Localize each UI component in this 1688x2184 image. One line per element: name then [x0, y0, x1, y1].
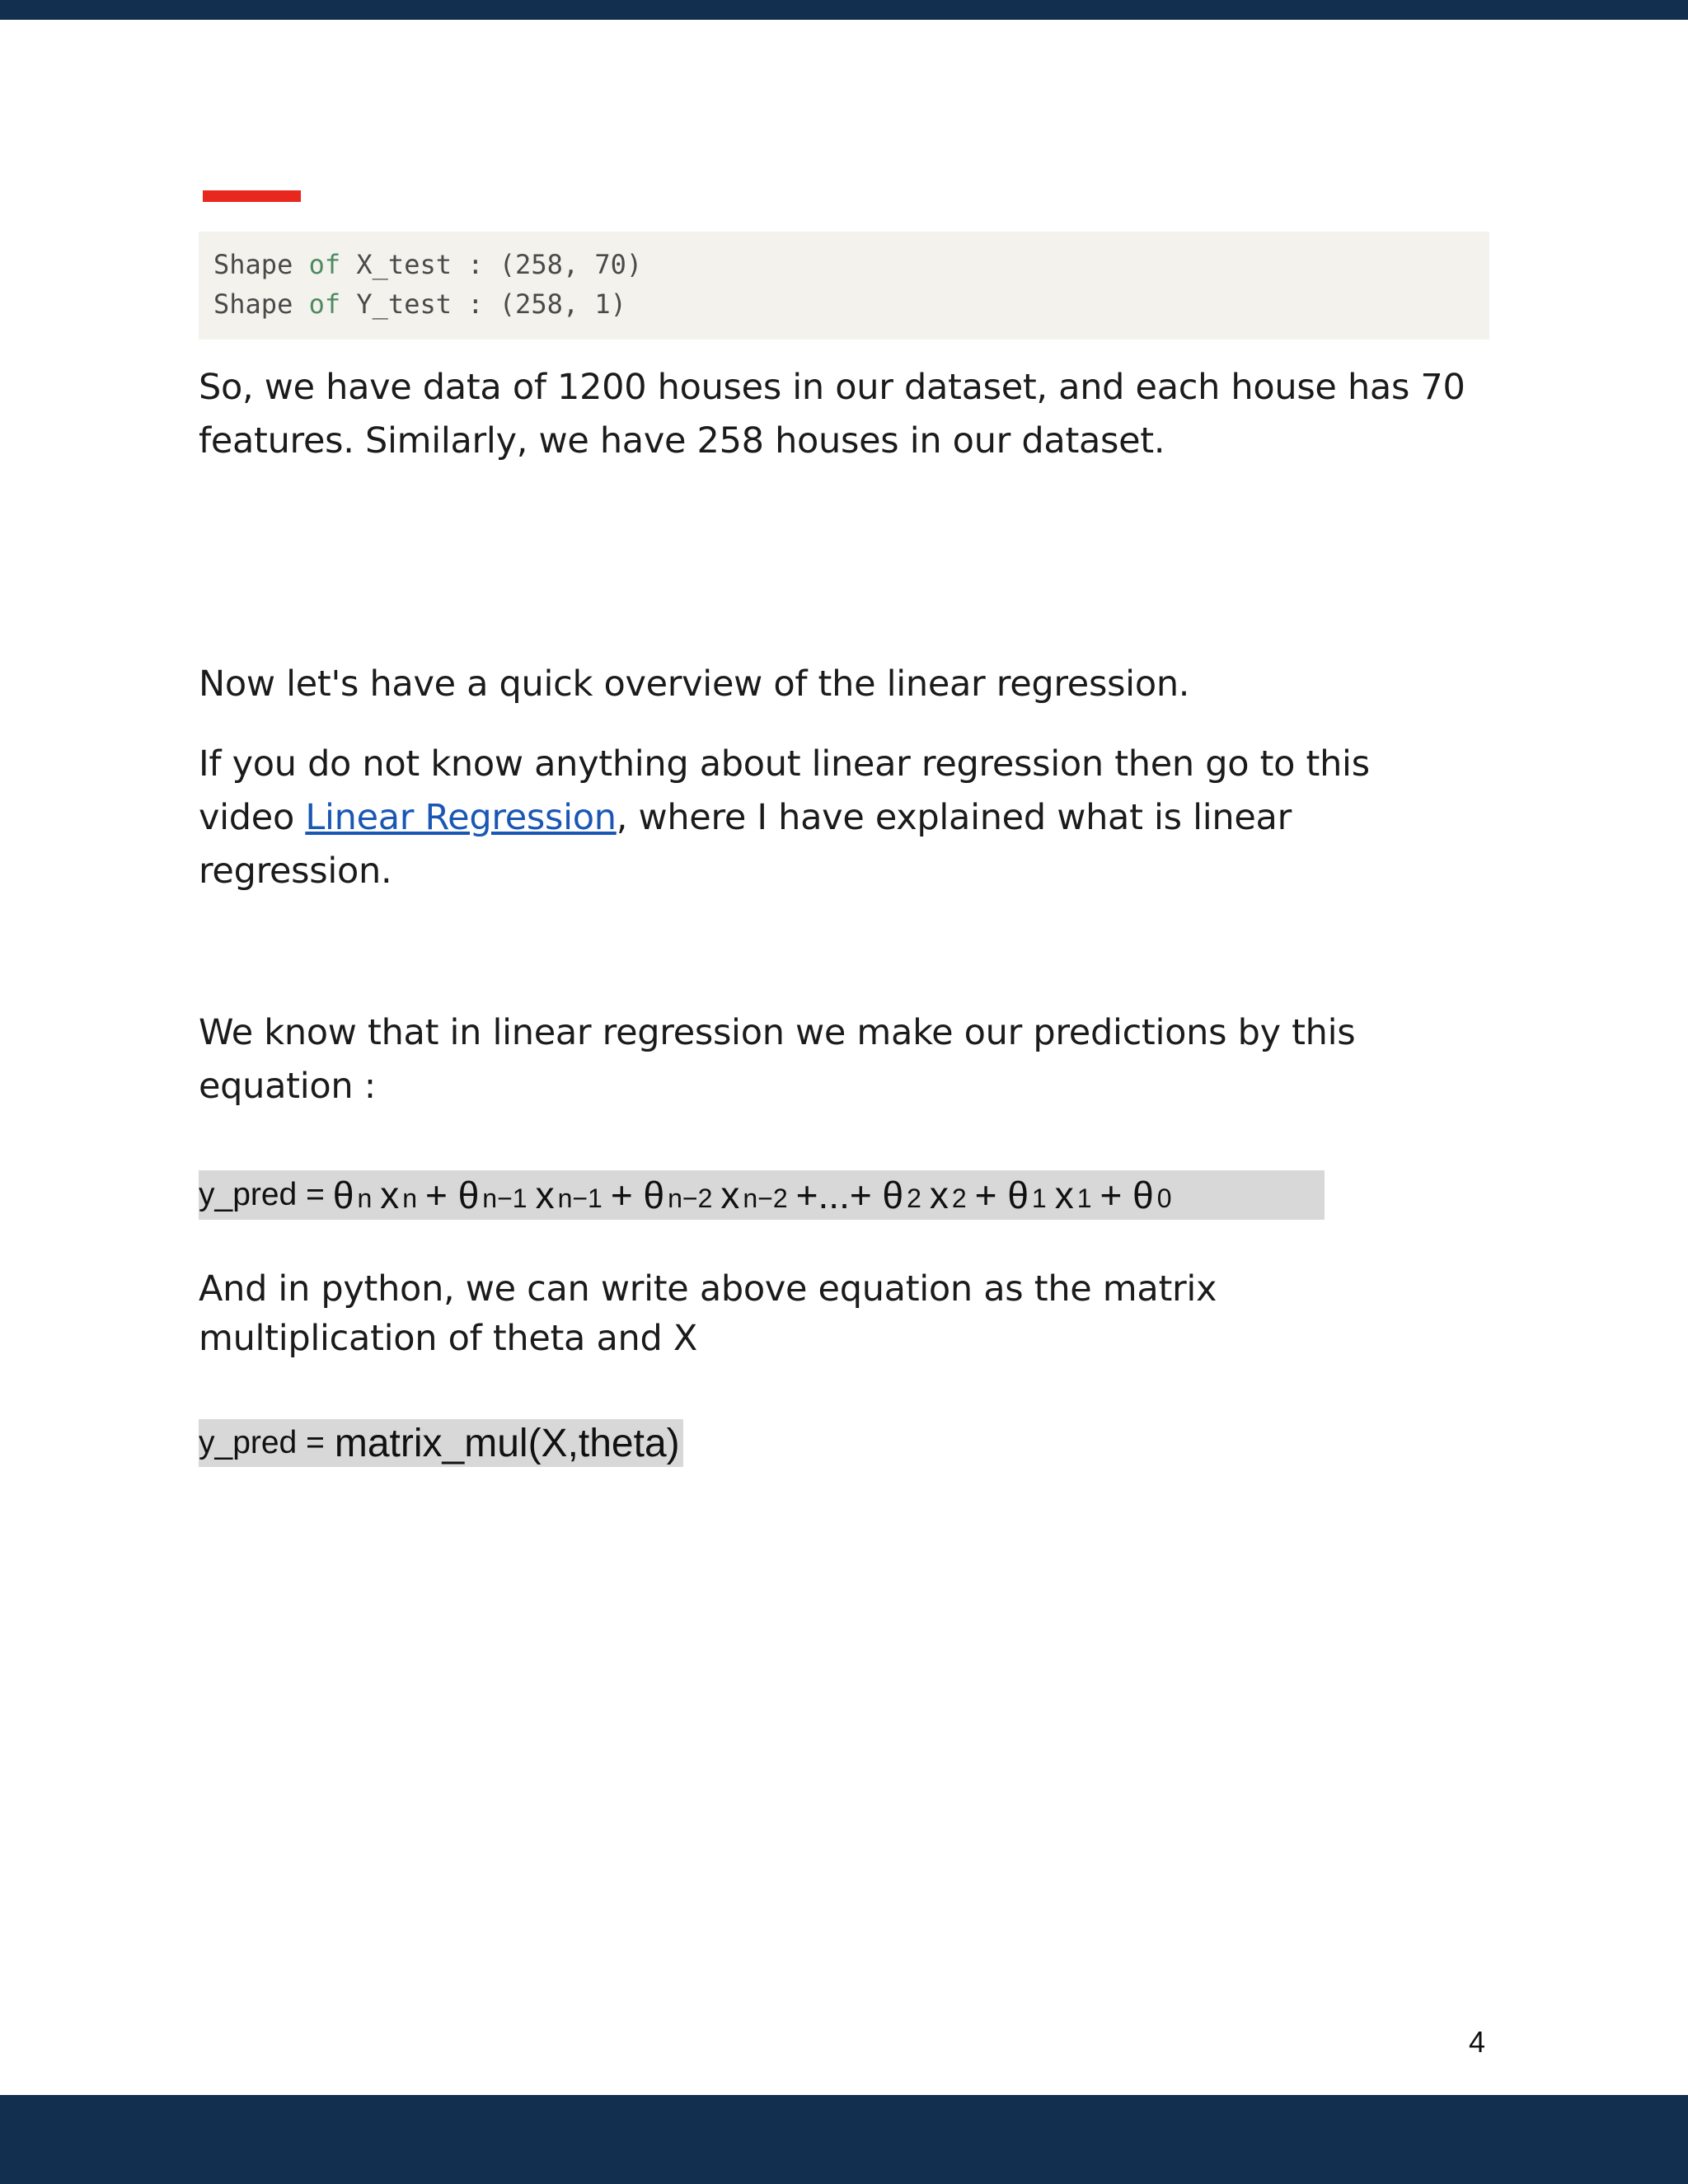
reference-paragraph: If you do not know anything about linear regression then go to this video Linear Regression, where I have explained what is linear regression.	[199, 743, 1370, 892]
code-output-block	[199, 232, 1489, 340]
header-band	[0, 0, 1688, 20]
python-intro-paragraph: And in python, we can write above equation as the matrix multiplication of theta and X	[199, 1268, 1217, 1359]
accent-bar	[203, 190, 301, 202]
page-number: 4	[1469, 2025, 1486, 2059]
equation-intro-paragraph: We know that in linear regression we make our predictions by this equation :	[199, 1012, 1356, 1107]
code-line: Shape of Y_test : (258, 1)	[213, 288, 626, 320]
overview-paragraph: Now let's have a quick overview of the linear regression.	[199, 663, 1190, 705]
dataset-summary-paragraph: So, we have data of 1200 houses in our dataset, and each house has 70 features. Similarly, we have 258 houses in our dataset.	[199, 367, 1465, 462]
linear-regression-link[interactable]: Linear Regression	[305, 797, 617, 838]
matrix-equation: y_pred = matrix_mul(X,theta)	[199, 1419, 683, 1467]
code-line: Shape of X_test : (258, 70)	[213, 249, 643, 280]
prediction-equation: y_pred = θ n x n + θ n−1 x n−1 + θ n−2 x n−2 +...+ θ 2 x 2 + θ 1 x 1 + θ 0	[199, 1170, 1325, 1220]
footer-band	[0, 2095, 1688, 2184]
